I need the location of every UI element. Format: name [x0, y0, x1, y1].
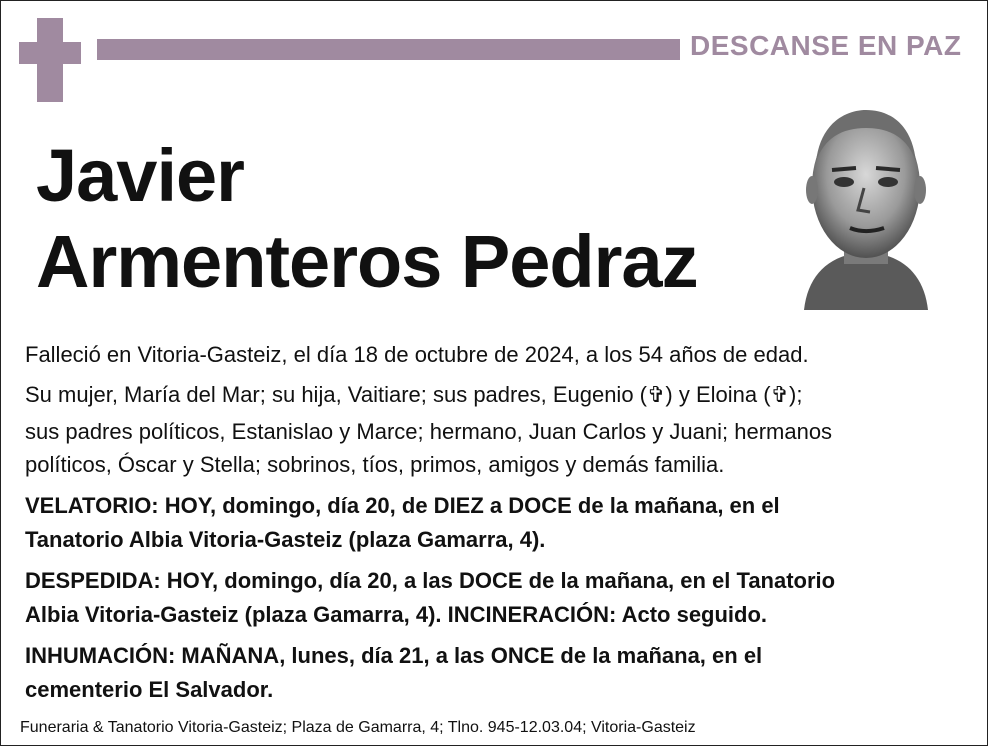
inhumacion-line-1: INHUMACIÓN: MAÑANA, lunes, día 21, a las ONCE de la mañana, en el [25, 643, 763, 668]
funeral-home-footer: Funeraria & Tanatorio Vitoria-Gasteiz; Plaza de Gamarra, 4; Tlno. 945-12.03.04; Vitoria-Gasteiz [20, 719, 696, 736]
despedida-line-1: DESPEDIDA: HOY, domingo, día 20, a las DOCE de la mañana, en el Tanatorio [25, 568, 836, 593]
tagline: DESCANSE EN PAZ [690, 30, 962, 61]
deceased-photo [800, 104, 932, 310]
inhumacion-line-2: cementerio El Salvador. [25, 677, 274, 702]
deceased-surnames: Armenteros Pedraz [36, 220, 698, 303]
family-line-1: Su mujer, María del Mar; su hija, Vaitiare; sus padres, Eugenio (✞) y Eloina (✞); [25, 382, 803, 407]
velatorio-line-1: VELATORIO: HOY, domingo, día 20, de DIEZ a DOCE de la mañana, en el [25, 493, 780, 518]
despedida-line-2: Albia Vitoria-Gasteiz (plaza Gamarra, 4). INCINERACIÓN: Acto seguido. [25, 602, 768, 627]
header-bar [97, 39, 680, 60]
deceased-first-name: Javier [36, 134, 244, 217]
death-announcement: Falleció en Vitoria-Gasteiz, el día 18 de octubre de 2024, a los 54 años de edad. [25, 342, 809, 367]
family-line-3: políticos, Óscar y Stella; sobrinos, tíos, primos, amigos y demás familia. [25, 452, 725, 477]
family-line-2: sus padres políticos, Estanislao y Marce; hermano, Juan Carlos y Juani; hermanos [25, 419, 833, 444]
velatorio-line-2: Tanatorio Albia Vitoria-Gasteiz (plaza Gamarra, 4). [25, 527, 546, 552]
cross-icon-horizontal [19, 42, 81, 64]
